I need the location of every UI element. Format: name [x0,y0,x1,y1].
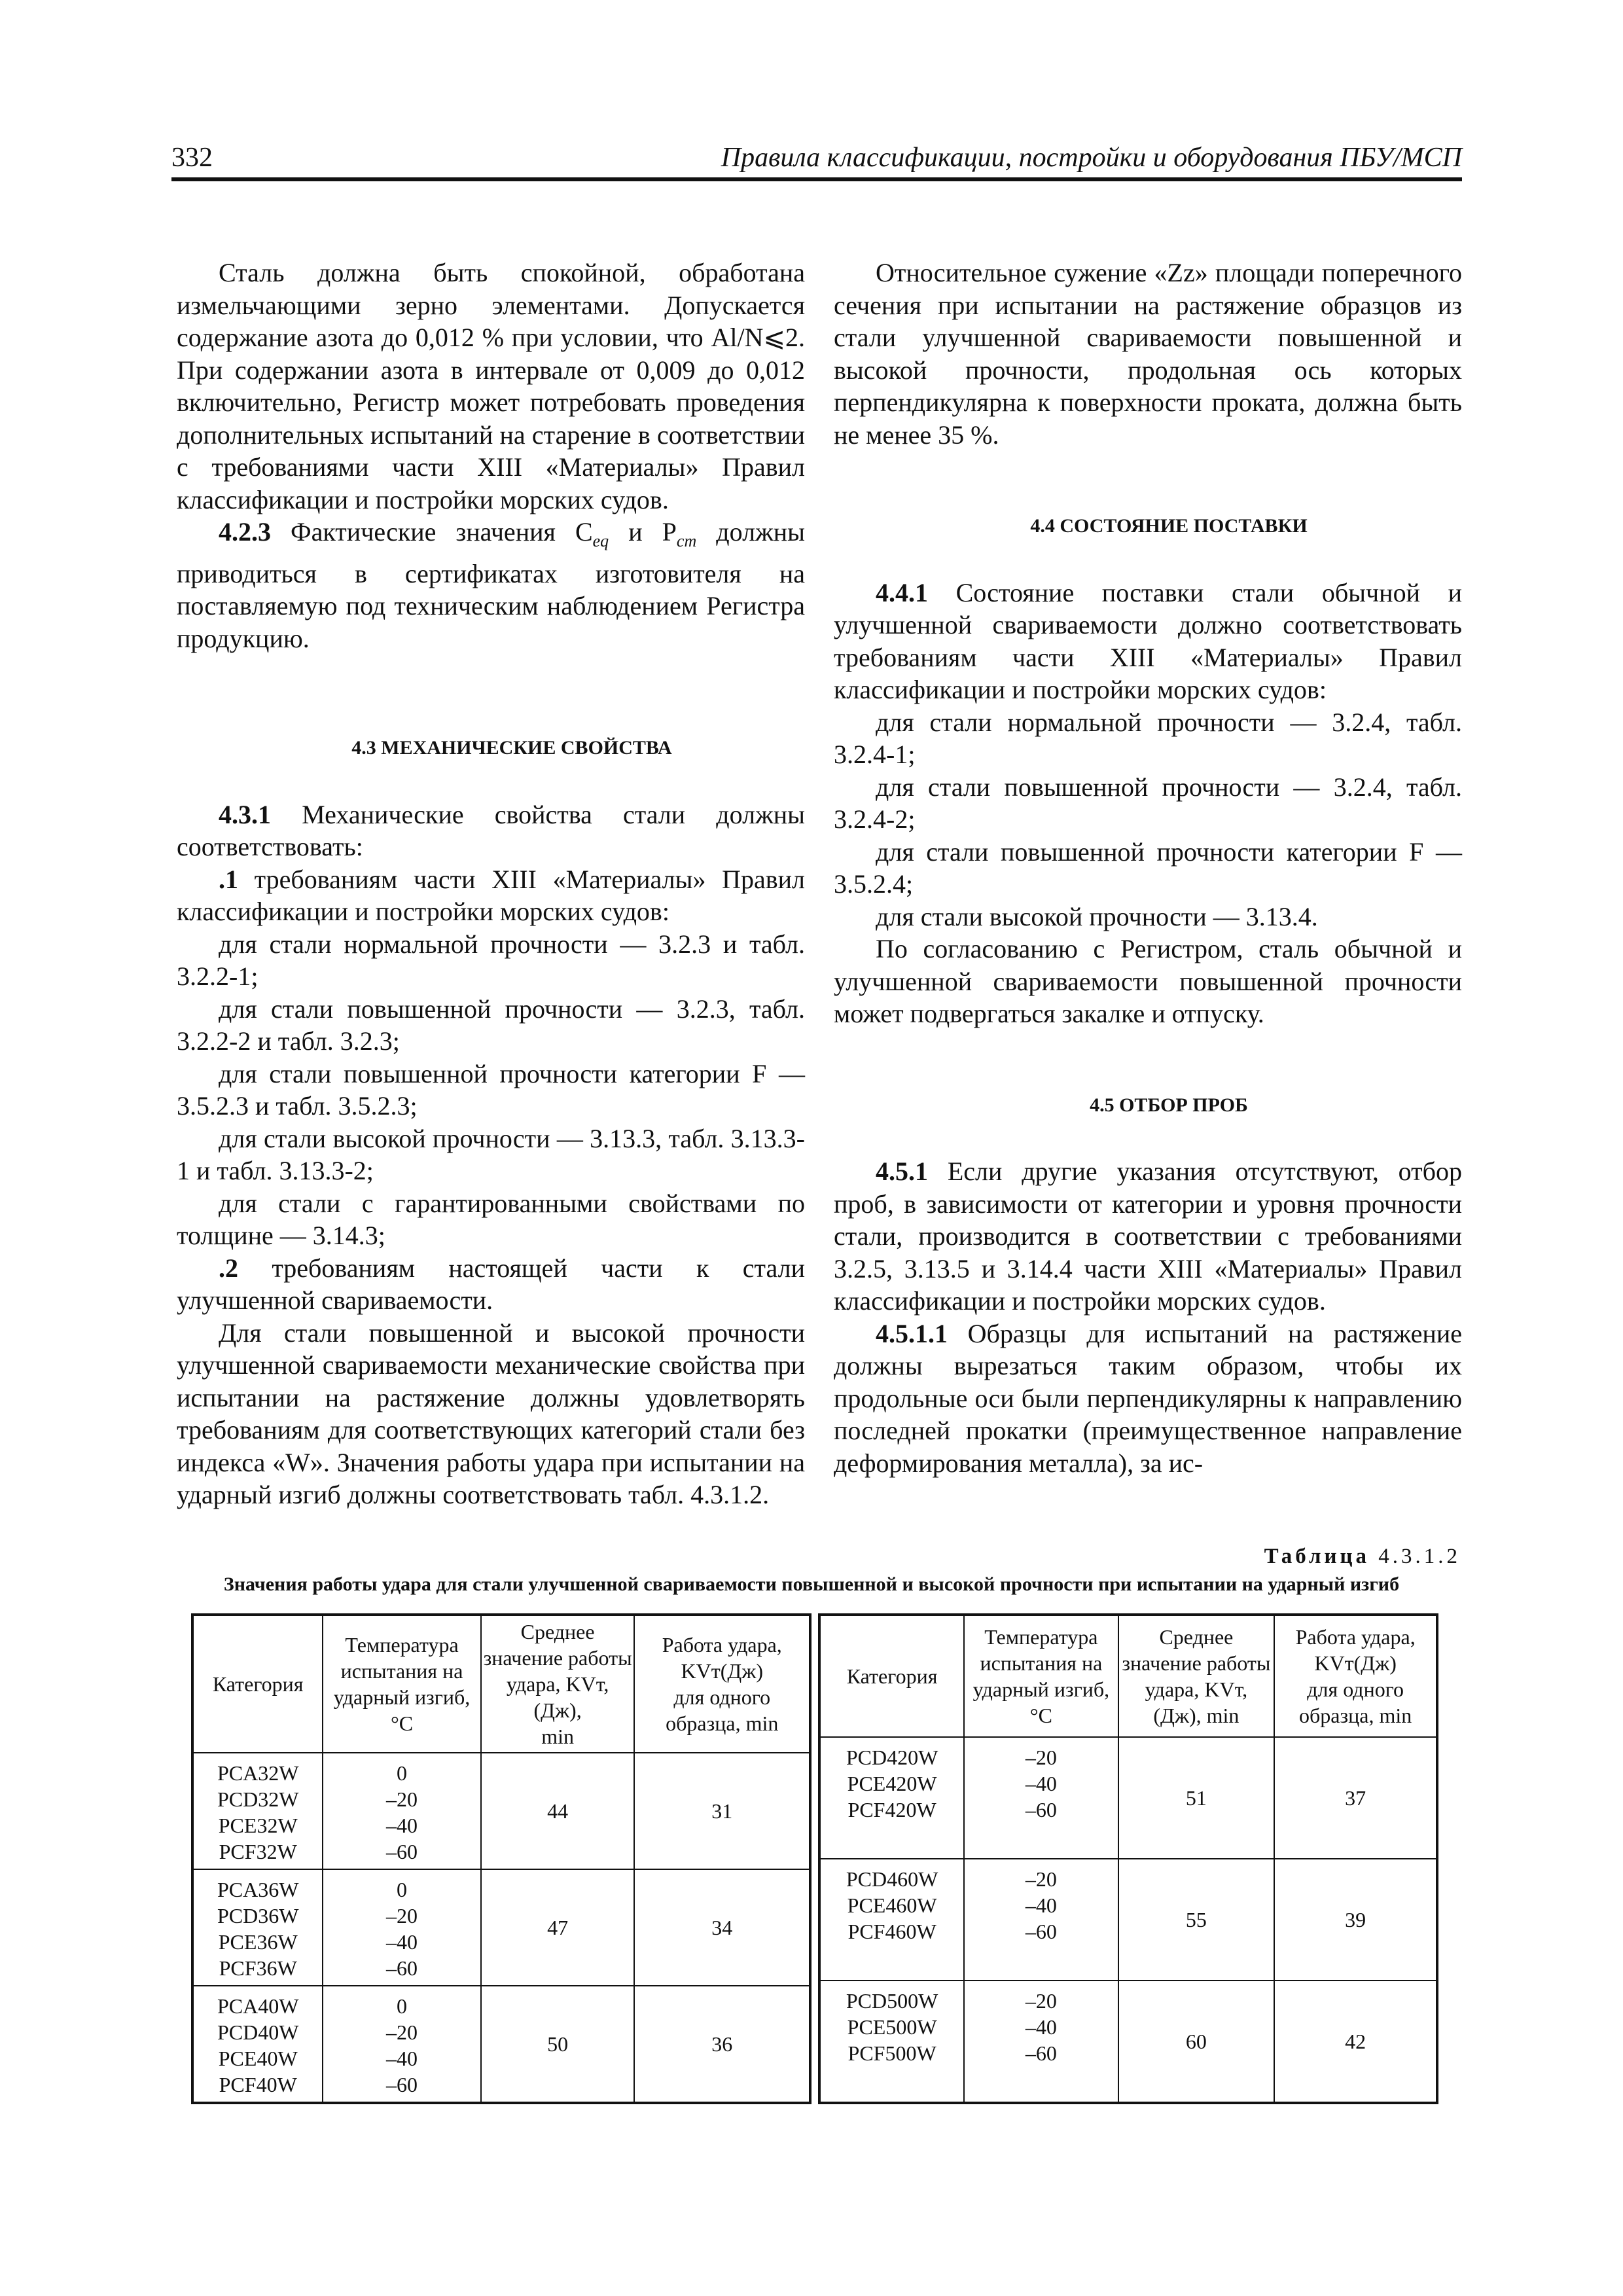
single-energy-cell: 42 [1274,1981,1437,2103]
paragraph: для стали нормальной прочности — 3.2.4, табл. 3.2.4-1; [834,707,1462,769]
left-column [177,257,805,1511]
average-energy-cell: 55 [1118,1859,1275,1981]
category-cell [192,1753,323,1869]
running-title: Правила классификации, постройки и оборудования ПБУ/МСП [721,143,1462,173]
temperature-value: –60 [1025,2041,1057,2065]
paragraph: для стали высокой прочности — 3.13.3, табл. 3.13.3-1 и табл. 3.13.3-2; [177,1123,805,1185]
average-energy-cell: 60 [1118,1981,1275,2103]
category-name: PCA40W [217,1994,299,2018]
paragraph-text: Если другие указания отсутствуют, отбор проб, в зависимости от категории и уровня прочности стали, производится в соответствии с требованиями 3.2.5, 3.13.5 и 3.14.4 части XIII «Материалы» Правил классификации и постройки морских судов. [834,1157,1462,1316]
temperature-value: –40 [386,1814,418,1837]
average-energy-cell: 47 [481,1869,635,1986]
temperature-value: –40 [386,2047,418,2070]
header-average-energy: Среднее значение работы удара, KVт, (Дж), min [1118,1615,1275,1737]
clause-number: 4.4.1 [876,577,928,607]
temperature-value: –60 [386,1956,418,1980]
temperature-cell [323,1869,480,1986]
paragraph-text: должны приводиться в сертификатах изготовителя на поставляемую под техническим наблюдением Регистра продукцию. [177,517,805,653]
category-name: PCF36W [219,1956,297,1980]
category-name: PCA32W [217,1761,299,1785]
header-single-energy: Работа удара, KVт(Дж) для одного образца, min [634,1615,810,1753]
temperature-value: –20 [1025,1867,1057,1891]
page-header [171,141,1462,181]
item-number: .2 [219,1253,238,1283]
paragraph-4-5-1-1 [834,1318,1462,1480]
single-energy-cell: 39 [1274,1859,1437,1981]
paragraph: для стали повышенной прочности — 3.2.4, табл. 3.2.4-2; [834,772,1462,834]
category-name: PCE32W [218,1814,298,1837]
category-name: PCA36W [217,1878,299,1901]
temperature-value: –20 [386,1787,418,1811]
temperature-value: –40 [386,1930,418,1954]
category-name: PCE460W [847,1893,937,1917]
table-label-word: Таблица [1264,1545,1370,1568]
paragraph: Для стали повышенной и высокой прочности улучшенной свариваемости механические свойства при испытании на растяжение должны удовлетворять требованиям для соответствующих категорий стали без индекса «W». Значения работы удара при испытании на ударный изгиб должны соответствовать табл. 4.3.1.2. [177,1318,805,1509]
paragraph-text: Состояние поставки стали обычной и улучшенной свариваемости должно соответствовать требованиям части XIII «Материалы» Правил классификации и постройки морских судов: [834,577,1462,704]
category-name: PCE40W [218,2047,298,2070]
clause-number: 4.3.1 [219,799,271,829]
average-energy-cell: 50 [481,1986,635,2103]
section-heading-4-5: 4.5 ОТБОР ПРОБ [1090,1094,1248,1116]
category-name: PCF460W [847,1919,936,1943]
table-label [1264,1545,1461,1569]
paragraph-4-3-1 [177,798,805,863]
paragraph-text: Образцы для испытаний на растяжение должны вырезаться таким образом, чтобы их продольные оси были перпендикулярны к направлению последней прокатки (преимущественное направление деформирования металла), за ис- [834,1318,1462,1478]
average-energy-cell: 44 [481,1753,635,1869]
category-name: PCD32W [217,1787,299,1811]
clause-number: 4.5.1 [876,1157,928,1186]
temperature-cell [323,1753,480,1869]
temperature-value: –40 [1025,1772,1057,1795]
table-row [819,1859,1437,1981]
page-number: 332 [171,143,213,173]
temperature-value: –60 [386,2073,418,2096]
category-name: PCD460W [846,1867,938,1891]
temperature-value: –60 [386,1840,418,1863]
category-name: PCF40W [219,2073,297,2096]
paragraph-text: Механические свойства стали должны соответствовать: [177,799,805,861]
paragraph-4-5-1 [834,1155,1462,1318]
temperature-value: –60 [1025,1919,1057,1943]
paragraph: для стали с гарантированными свойствами по толщине — 3.14.3; [177,1188,805,1250]
single-energy-cell: 37 [1274,1737,1437,1859]
list-item-2 [177,1252,805,1317]
category-name: PCF420W [847,1798,936,1821]
temperature-value: –40 [1025,1893,1057,1917]
temperature-value: –20 [386,1904,418,1928]
paragraph-4-2-3 [177,516,805,655]
paragraph: для стали повышенной прочности категории F — 3.5.2.4; [834,836,1462,899]
temperature-value: 0 [397,1994,408,2018]
category-cell [819,1859,964,1981]
category-name: PCF32W [219,1840,297,1863]
section-heading-4-3: 4.3 МЕХАНИЧЕСКИЕ СВОЙСТВА [351,737,672,759]
temperature-value: –40 [1025,2015,1057,2039]
paragraph: для стали повышенной прочности — 3.2.3, табл. 3.2.2-2 и табл. 3.2.3; [177,994,805,1056]
section-heading-4-4: 4.4 СОСТОЯНИЕ ПОСТАВКИ [1030,515,1308,537]
temperature-value: 0 [397,1761,408,1785]
single-energy-cell: 36 [634,1986,810,2103]
category-name: PCE36W [218,1930,298,1954]
paragraph-text: требованиям части XIII «Материалы» Правил классификации и постройки морских судов: [177,864,805,926]
impact-table-right [818,1613,1438,2104]
category-cell [819,1981,964,2103]
table-row [192,1986,810,2103]
subscript-eq: eq [592,531,609,550]
temperature-value: –20 [1025,1746,1057,1769]
temperature-value: 0 [397,1878,408,1901]
impact-table [191,1613,1438,2104]
paragraph: для стали повышенной прочности категории F — 3.5.2.3 и табл. 3.5.2.3; [177,1058,805,1121]
table-row [819,1981,1437,2103]
clause-number: 4.5.1.1 [876,1318,948,1348]
paragraph-text: и P [609,517,677,547]
category-name: PCF500W [847,2041,936,2065]
category-cell [192,1986,323,2103]
table-row [819,1737,1437,1859]
paragraph-text: Фактические значения C [271,517,593,547]
temperature-cell [964,1737,1118,1859]
table-label-number: 4.3.1.2 [1370,1545,1461,1568]
impact-table-left [191,1613,812,2104]
right-column [834,257,1462,1479]
category-name: PCD36W [217,1904,299,1928]
category-name: PCE500W [847,2015,937,2039]
header-single-energy: Работа удара, KVт(Дж) для одного образца, min [1274,1615,1437,1737]
category-name: PCD500W [846,1988,938,2013]
category-name: PCD40W [217,2020,299,2044]
header-category: Категория [819,1615,964,1737]
temperature-cell [964,1859,1118,1981]
paragraph: для стали высокой прочности — 3.13.4. [876,901,1318,931]
item-number: .1 [219,864,238,894]
single-energy-cell: 31 [634,1753,810,1869]
paragraph: Относительное сужение «Zz» площади поперечного сечения при испытании на растяжение образцов из стали улучшенной свариваемости повышенной и высокой прочности, продольная ось которых перпендикулярна к поверхности проката, должна быть не менее 35 %. [834,258,1462,450]
table-row [192,1869,810,1986]
header-temperature: Температура испытания на ударный изгиб, °С [323,1615,480,1753]
paragraph: для стали нормальной прочности — 3.2.3 и табл. 3.2.2-1; [177,929,805,991]
paragraph-4-4-1 [834,577,1462,706]
clause-number: 4.2.3 [219,517,271,547]
temperature-value: –60 [1025,1798,1057,1821]
header-category: Категория [192,1615,323,1753]
temperature-cell [964,1981,1118,2103]
category-cell [192,1869,323,1986]
subscript-cm: cm [676,531,697,550]
paragraph: Сталь должна быть спокойной, обработана измельчающими зерно элементами. Допускается содержание азота до 0,012 % при условии, что Al/N⩽2. При содержании азота в интервале от 0,009 до 0,012 включительно, Регистр может потребовать проведения дополнительных испытаний на старение в соответствии с требованиями части XIII «Материалы» Правил классификации и постройки морских судов. [177,258,805,514]
paragraph: По согласованию с Регистром, сталь обычной и улучшенной свариваемости повышенной прочности может подвергаться закалке и отпуску. [834,934,1462,1028]
table-row [192,1753,810,1869]
header-temperature: Температура испытания на ударный изгиб, °С [964,1615,1118,1737]
category-cell [819,1737,964,1859]
average-energy-cell: 51 [1118,1737,1275,1859]
table-title: Значения работы удара для стали улучшенной свариваемости повышенной и высокой прочности при испытании на ударный изгиб [223,1573,1400,1595]
temperature-value: –20 [386,2020,418,2044]
temperature-value: –20 [1025,1988,1057,2013]
single-energy-cell: 34 [634,1869,810,1986]
category-name: PCE420W [847,1772,937,1795]
header-average-energy: Среднее значение работы удара, KVт,(Дж), min [481,1615,635,1753]
paragraph-text: требованиям настоящей части к стали улучшенной свариваемости. [177,1253,805,1315]
category-name: PCD420W [846,1746,938,1769]
temperature-cell [323,1986,480,2103]
list-item-1 [177,863,805,928]
